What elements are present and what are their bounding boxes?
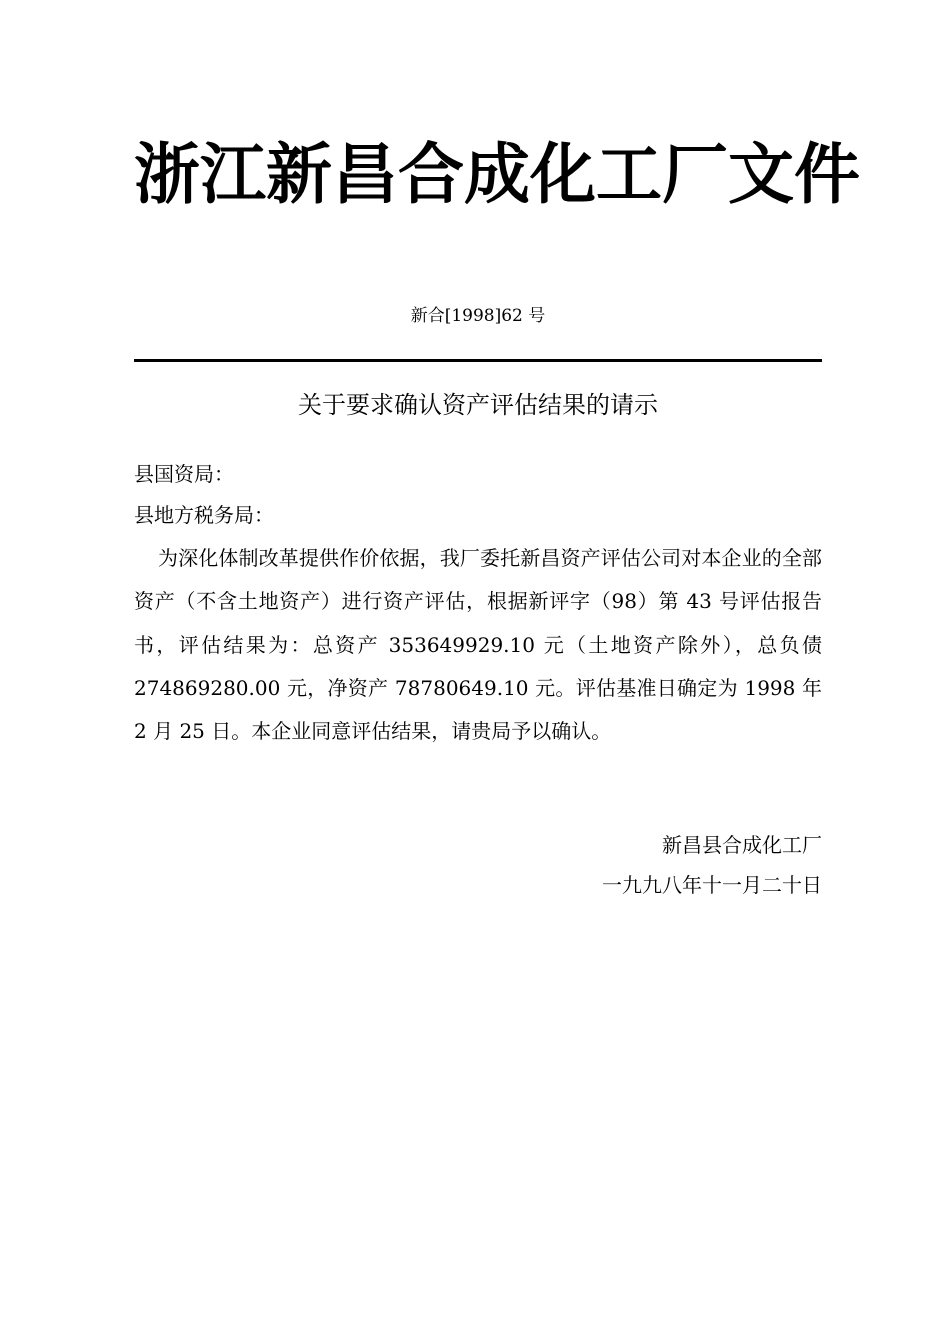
recipient-local-tax-bureau: 县地方税务局： (134, 503, 274, 527)
body-paragraph: 为深化体制改革提供作价依据，我厂委托新昌资产评估公司对本企业的全部资产（不含土地资产）进行资产评估，根据新评字（98）第 43 号评估报告书，评估结果为：总资产 353649929.10 元（土地资产除外），总负债 274869280.00 元，净资产 78780649.10 元。评估基准日确定为 1998 年 2 月 25 日。本企业同意评估结果，请贵局予以确认。 (134, 546, 822, 744)
signature-date: 一九九八年十一月二十日 (602, 873, 822, 897)
document-number: 新合[1998]62 号 (410, 306, 546, 326)
header-divider (134, 359, 822, 362)
signer-name: 新昌县合成化工厂 (662, 833, 822, 857)
recipient-county-asset-bureau: 县国资局： (134, 462, 234, 486)
document-subject: 关于要求确认资产评估结果的请示 (298, 391, 658, 419)
document-header-title: 浙江新昌合成化工厂文件 (134, 136, 860, 213)
